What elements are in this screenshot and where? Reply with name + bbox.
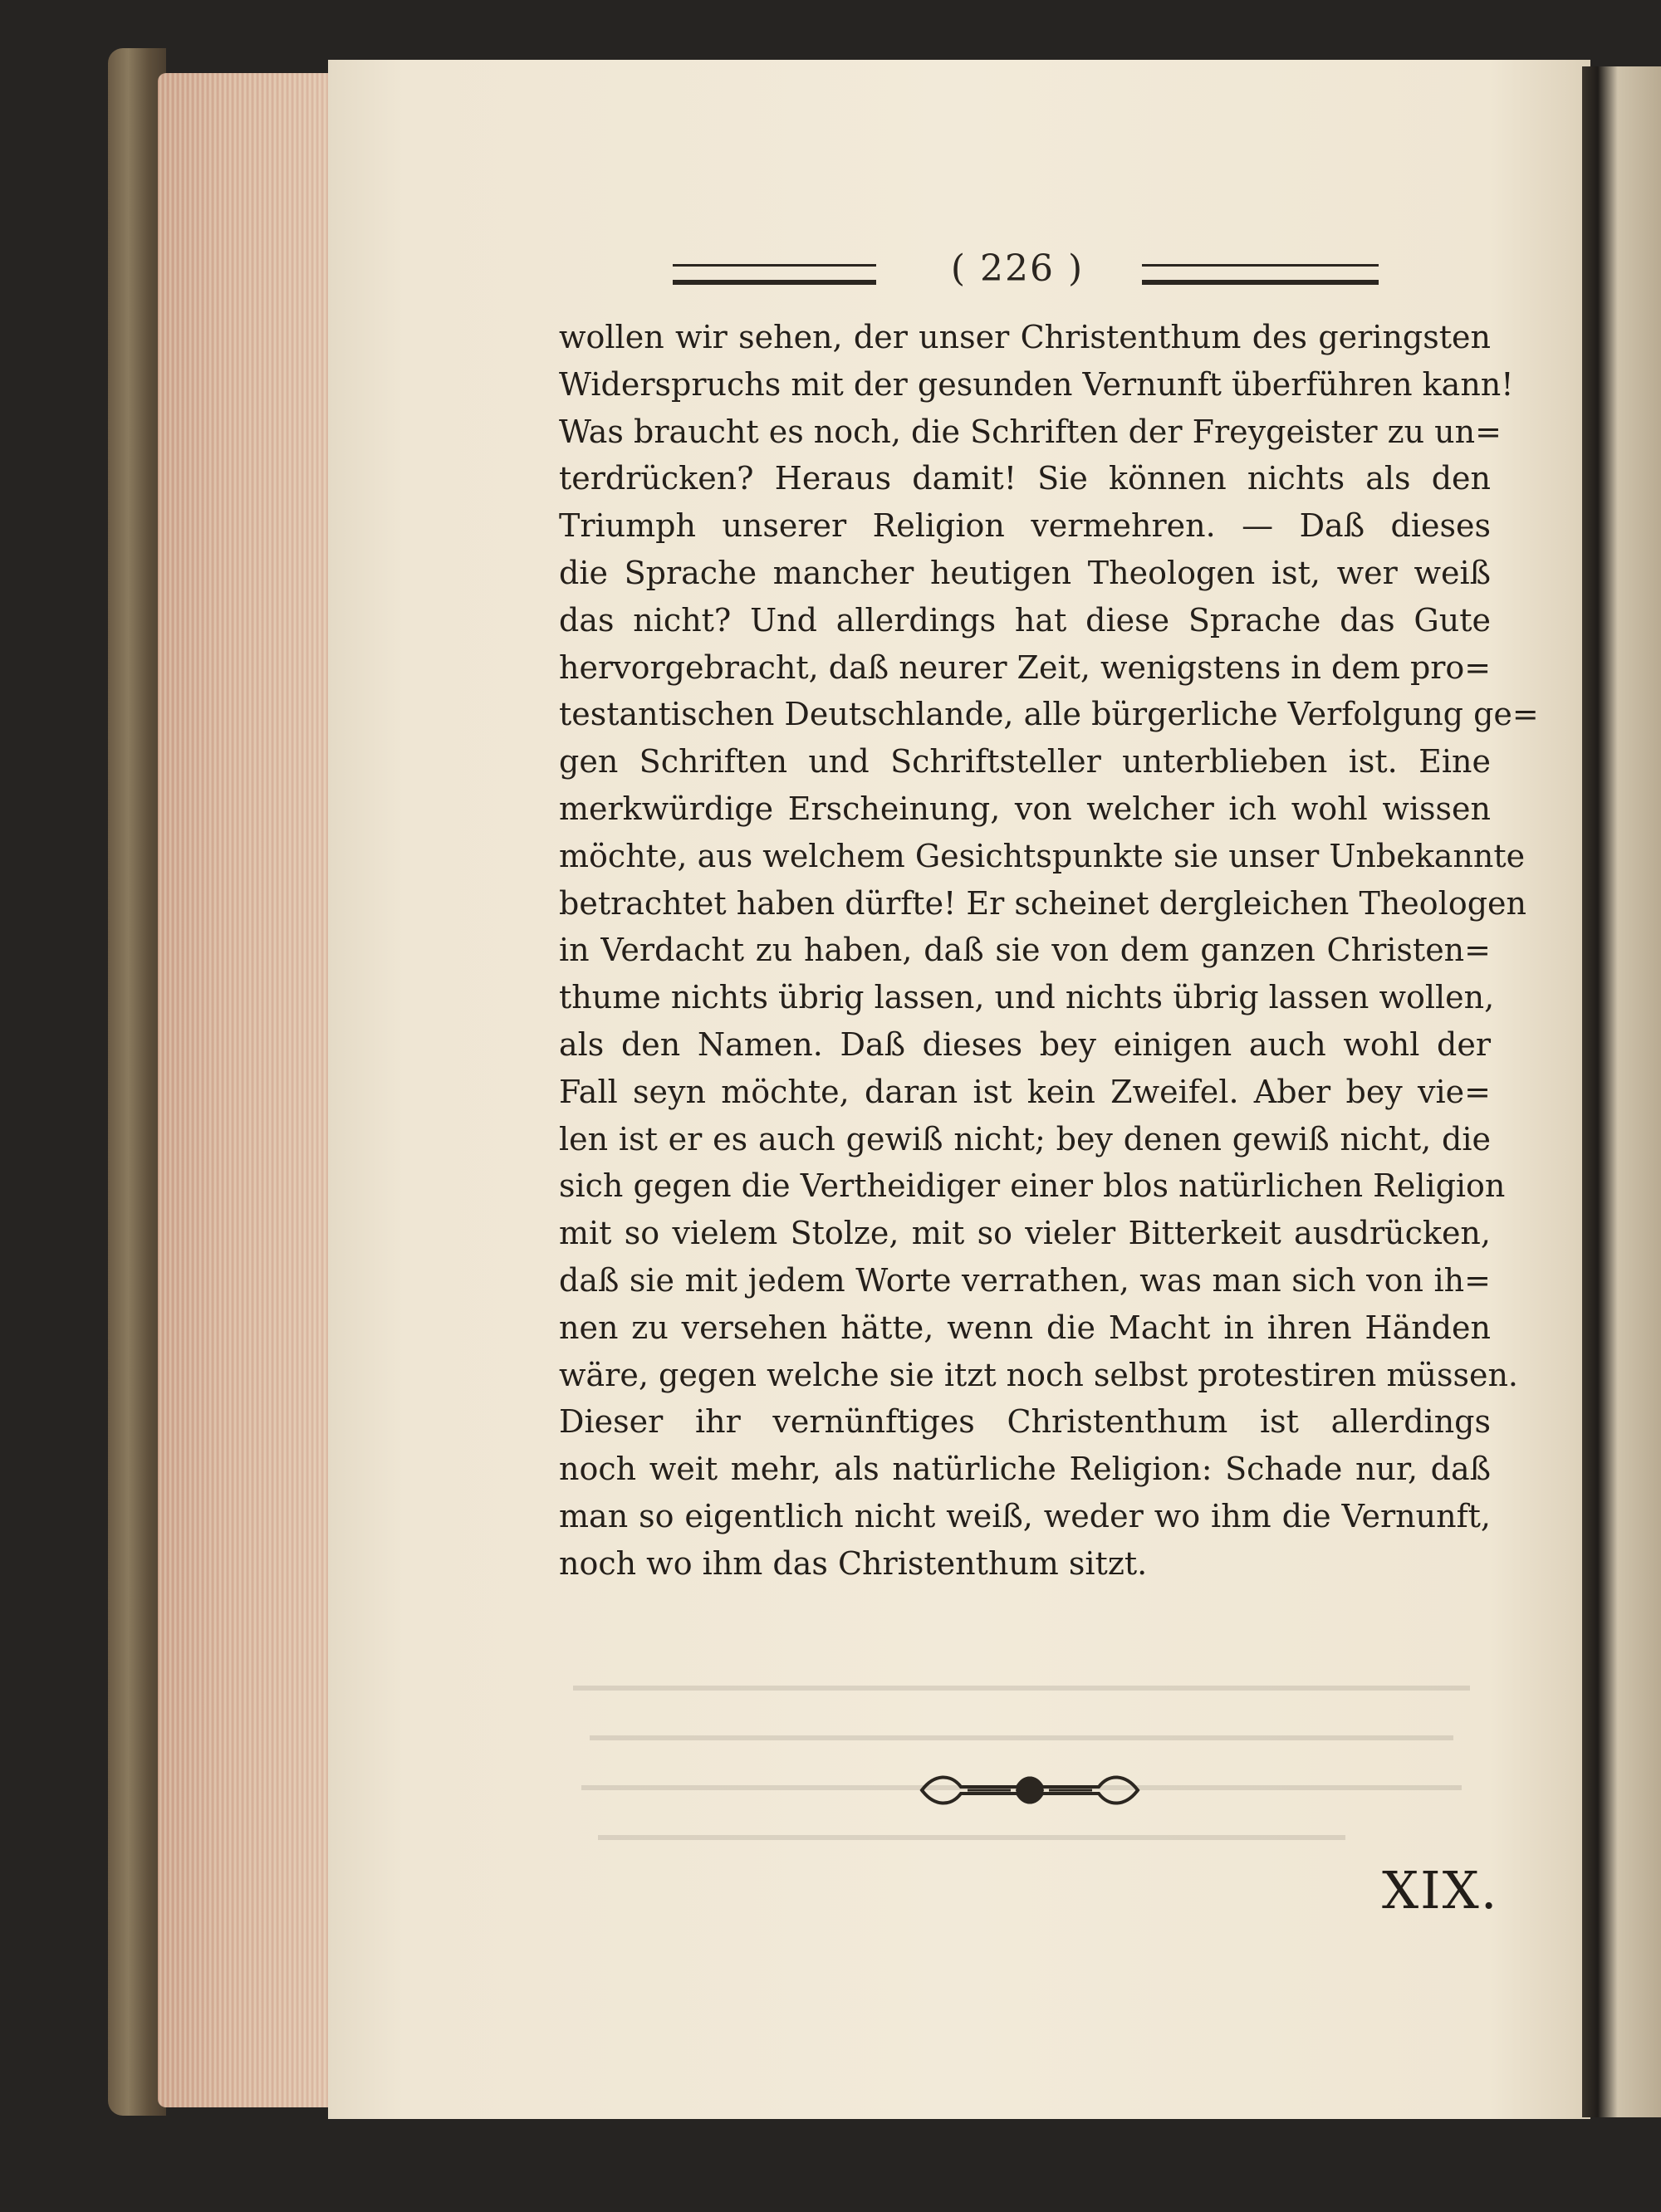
text-line: gen Schriften und Schriftsteller unterblieben ist. Eine (559, 743, 1491, 781)
text-line: Widerspruchs mit der gesunden Vernunft überführen kann! (559, 365, 1514, 403)
text-line: len ist er es auch gewiß nicht; bey denen gewiß nicht, die (559, 1120, 1491, 1157)
text-line: testantischen Deutschlande, alle bürgerliche Verfolgung ge= (559, 696, 1539, 733)
text-line: Triumph unserer Religion vermehren. — Daß dieses (559, 507, 1491, 545)
page-number-value: 226 (980, 247, 1055, 290)
text-line: möchte, aus welchem Gesichtspunkte sie unser Unbekannte (559, 837, 1526, 874)
body-text (559, 314, 1539, 1588)
text-line: nen zu versehen hätte, wenn die Macht in ihren Händen (559, 1309, 1491, 1346)
page-number-close-paren: ) (1067, 247, 1085, 290)
text-line: in Verdacht zu haben, daß sie von dem ganzen Christen= (559, 932, 1491, 969)
catchword: XIX. (1382, 1860, 1499, 1921)
header-rule-left (673, 264, 876, 285)
text-line: hervorgebracht, daß neurer Zeit, wenigstens in dem pro= (559, 648, 1492, 686)
text-line: betrachtet haben dürfte! Er scheinet dergleichen Theologen (559, 884, 1526, 922)
facing-page-gutter (1582, 66, 1661, 2117)
text-line: man so eigentlich nicht weiß, weder wo ihm die Vernunft, (559, 1497, 1491, 1534)
running-header (673, 247, 1379, 297)
text-line: mit so vielem Stolze, mit so vieler Bitterkeit ausdrücken, (559, 1215, 1491, 1252)
page-number (914, 247, 1121, 290)
text-line: Fall seyn möchte, daran ist kein Zweifel. Aber bey vie= (559, 1073, 1491, 1110)
text-line: Dieser ihr vernünftiges Christenthum ist allerdings (559, 1403, 1491, 1441)
header-rule-right (1142, 264, 1379, 285)
text-line: thume nichts übrig lassen, und nichts übrig lassen wollen, (559, 979, 1495, 1016)
text-line: noch weit mehr, als natürliche Religion: Schade nur, daß (559, 1451, 1491, 1488)
text-line: Was braucht es noch, die Schriften der Freygeister zu un= (559, 413, 1502, 450)
text-line: sich gegen die Vertheidiger einer blos natürlichen Religion (559, 1167, 1506, 1205)
text-line: wäre, gegen welche sie itzt noch selbst protestiren müssen. (559, 1356, 1518, 1393)
text-line: die Sprache mancher heutigen Theologen ist, wer weiß (559, 554, 1491, 591)
tailpiece-ornament (918, 1767, 1142, 1813)
text-line: als den Namen. Daß dieses bey einigen auch wohl der (559, 1025, 1491, 1063)
page-edges (158, 73, 332, 2107)
text-line: daß sie mit jedem Worte verrathen, was man sich von ih= (559, 1261, 1491, 1299)
text-line: wollen wir sehen, der unser Christenthum des geringsten (559, 319, 1491, 355)
text-line: das nicht? Und allerdings hat diese Sprache das Gute (559, 601, 1491, 639)
text-line: terdrücken? Heraus damit! Sie können nichts als den (559, 460, 1491, 497)
text-line: noch wo ihm das Christenthum sitzt. (559, 1544, 1148, 1582)
page-number-open-paren: ( (950, 247, 967, 290)
text-line: merkwürdige Erscheinung, von welcher ich wohl wissen (559, 790, 1491, 827)
